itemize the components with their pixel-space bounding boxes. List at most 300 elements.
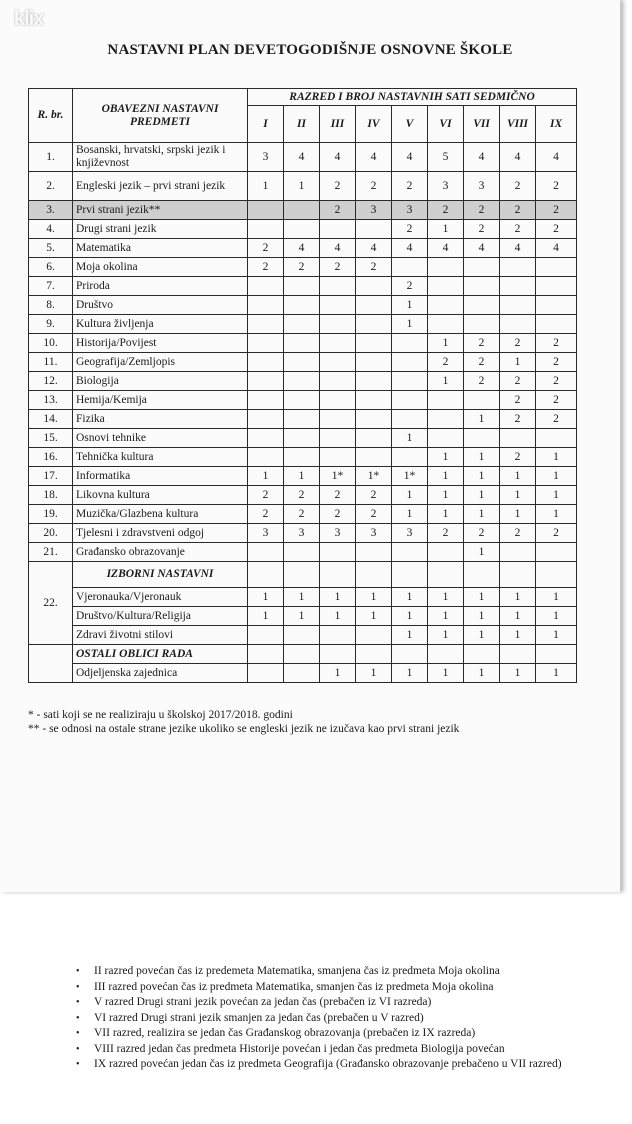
subject-row — [29, 334, 577, 353]
hours-cell — [392, 391, 428, 410]
row-number: 14. — [29, 410, 73, 429]
header-rb: R. br. — [29, 89, 73, 143]
hours-cell — [284, 296, 320, 315]
curriculum-table — [28, 88, 577, 683]
hours-cell — [284, 220, 320, 239]
hours-cell — [248, 315, 284, 334]
hours-cell: 2 — [500, 220, 536, 239]
hours-cell: 2 — [284, 486, 320, 505]
grade-header: VII — [464, 106, 500, 143]
grade-header: I — [248, 106, 284, 143]
hours-cell — [392, 334, 428, 353]
hours-cell — [356, 220, 392, 239]
change-item — [76, 1057, 586, 1073]
row-number: 5. — [29, 239, 73, 258]
hours-cell — [248, 664, 284, 683]
row-number: 2. — [29, 172, 73, 201]
hours-cell: 2 — [320, 201, 356, 220]
hours-cell — [248, 334, 284, 353]
subject-name: Društvo — [73, 296, 248, 315]
hours-cell: 2 — [464, 372, 500, 391]
hours-cell — [248, 277, 284, 296]
hours-cell: 2 — [536, 372, 577, 391]
hours-cell: 4 — [320, 239, 356, 258]
other-activity-row — [29, 664, 577, 683]
hours-cell — [320, 626, 356, 645]
subject-row — [29, 467, 577, 486]
hours-cell: 1 — [284, 588, 320, 607]
hours-cell: 1 — [464, 626, 500, 645]
hours-cell: 3 — [284, 524, 320, 543]
subject-name: Kultura življenja — [73, 315, 248, 334]
hours-cell: 4 — [464, 143, 500, 172]
hours-cell: 2 — [320, 505, 356, 524]
hours-cell: 3 — [356, 524, 392, 543]
empty-cell — [428, 645, 464, 664]
hours-cell: 1 — [428, 448, 464, 467]
hours-cell — [320, 372, 356, 391]
hours-cell: 1 — [500, 467, 536, 486]
hours-cell — [320, 277, 356, 296]
hours-cell — [248, 448, 284, 467]
empty-cell — [29, 645, 73, 683]
hours-cell: 1* — [356, 467, 392, 486]
hours-cell — [284, 410, 320, 429]
hours-cell — [464, 429, 500, 448]
subject-row — [29, 201, 577, 220]
hours-cell — [392, 410, 428, 429]
hours-cell: 2 — [464, 524, 500, 543]
empty-cell — [320, 562, 356, 588]
hours-cell: 1 — [536, 607, 577, 626]
klix-logo: klix — [14, 8, 44, 30]
subject-name: Hemija/Kemija — [73, 391, 248, 410]
hours-cell: 1 — [392, 626, 428, 645]
change-text: VI razred Drugi strani jezik smanjen za jedan čas (prebačen u V razred) — [94, 1011, 424, 1024]
hours-cell — [500, 315, 536, 334]
grade-header: IX — [536, 106, 577, 143]
hours-cell: 4 — [284, 143, 320, 172]
hours-cell — [356, 277, 392, 296]
bullet-icon: • — [76, 1028, 80, 1039]
hours-cell — [536, 543, 577, 562]
hours-cell — [428, 410, 464, 429]
subject-row — [29, 143, 577, 172]
subject-name: Osnovi tehnike — [73, 429, 248, 448]
hours-cell: 1 — [284, 467, 320, 486]
hours-cell — [500, 429, 536, 448]
hours-cell: 1 — [500, 588, 536, 607]
hours-cell — [248, 410, 284, 429]
hours-cell: 2 — [536, 334, 577, 353]
row-number: 21. — [29, 543, 73, 562]
subject-name: Vjeronauka/Vjeronauk — [73, 588, 248, 607]
hours-cell: 1 — [356, 607, 392, 626]
hours-cell: 2 — [464, 353, 500, 372]
hours-cell — [284, 372, 320, 391]
empty-cell — [392, 645, 428, 664]
hours-cell — [320, 296, 356, 315]
hours-cell: 2 — [500, 372, 536, 391]
hours-cell — [248, 201, 284, 220]
subject-name: Drugi strani jezik — [73, 220, 248, 239]
subject-row — [29, 239, 577, 258]
hours-cell — [464, 277, 500, 296]
empty-cell — [464, 562, 500, 588]
header-subjects: OBAVEZNI NASTAVNI PREDMETI — [73, 89, 248, 143]
hours-cell: 1* — [392, 467, 428, 486]
empty-cell — [320, 645, 356, 664]
bullet-icon: • — [76, 997, 80, 1008]
hours-cell — [536, 315, 577, 334]
hours-cell: 2 — [428, 524, 464, 543]
hours-cell — [392, 353, 428, 372]
hours-cell: 2 — [500, 391, 536, 410]
hours-cell: 2 — [248, 258, 284, 277]
empty-cell — [356, 645, 392, 664]
row-number: 6. — [29, 258, 73, 277]
bullet-icon: • — [76, 981, 80, 993]
grade-header: II — [284, 106, 320, 143]
changes-list — [76, 964, 586, 1073]
hours-cell: 4 — [500, 239, 536, 258]
document-title: NASTAVNI PLAN DEVETOGODIŠNJE OSNOVNE ŠKOLE — [107, 42, 513, 58]
hours-cell — [284, 448, 320, 467]
hours-cell: 3 — [320, 524, 356, 543]
subject-row — [29, 172, 577, 201]
grade-header: IV — [356, 106, 392, 143]
hours-cell: 2 — [248, 505, 284, 524]
hours-cell — [284, 626, 320, 645]
empty-cell — [500, 645, 536, 664]
hours-cell: 2 — [500, 201, 536, 220]
hours-cell — [500, 258, 536, 277]
hours-cell: 1 — [392, 429, 428, 448]
elective-row — [29, 626, 577, 645]
hours-cell: 1 — [428, 588, 464, 607]
hours-cell: 1 — [500, 664, 536, 683]
hours-cell — [284, 664, 320, 683]
hours-cell — [248, 429, 284, 448]
hours-cell: 3 — [392, 201, 428, 220]
row-number: 15. — [29, 429, 73, 448]
hours-cell: 1 — [392, 664, 428, 683]
hours-cell: 1 — [428, 372, 464, 391]
empty-cell — [536, 562, 577, 588]
hours-cell: 1 — [428, 220, 464, 239]
row-number: 8. — [29, 296, 73, 315]
hours-cell: 2 — [356, 172, 392, 201]
hours-cell: 1 — [392, 315, 428, 334]
subject-row — [29, 410, 577, 429]
subject-name: Biologija — [73, 372, 248, 391]
hours-cell: 1 — [320, 607, 356, 626]
hours-cell: 1 — [248, 467, 284, 486]
hours-cell: 1 — [428, 664, 464, 683]
hours-cell: 2 — [248, 486, 284, 505]
elective-row — [29, 607, 577, 626]
hours-cell: 2 — [536, 524, 577, 543]
hours-cell — [320, 391, 356, 410]
row-number: 1. — [29, 143, 73, 172]
change-item — [76, 1042, 586, 1058]
hours-cell: 2 — [284, 505, 320, 524]
subject-row — [29, 486, 577, 505]
hours-cell: 4 — [392, 239, 428, 258]
change-text: V razred Drugi strani jezik povećan za jedan čas (prebačen iz VI razreda) — [94, 996, 432, 1008]
hours-cell: 1 — [464, 543, 500, 562]
subject-row — [29, 524, 577, 543]
hours-cell — [536, 296, 577, 315]
hours-cell: 3 — [248, 524, 284, 543]
hours-cell: 1 — [392, 607, 428, 626]
hours-cell — [320, 334, 356, 353]
hours-cell — [428, 391, 464, 410]
hours-cell — [320, 448, 356, 467]
hours-cell: 1 — [464, 486, 500, 505]
hours-cell: 1 — [428, 626, 464, 645]
hours-cell: 1 — [536, 626, 577, 645]
hours-cell: 2 — [464, 334, 500, 353]
hours-cell: 4 — [536, 239, 577, 258]
hours-cell — [356, 353, 392, 372]
hours-cell — [320, 429, 356, 448]
subject-name: Priroda — [73, 277, 248, 296]
hours-cell — [464, 391, 500, 410]
row-number: 4. — [29, 220, 73, 239]
empty-cell — [392, 562, 428, 588]
bullet-icon: • — [76, 1059, 80, 1070]
change-item — [76, 995, 586, 1011]
bullet-icon: • — [76, 1012, 80, 1024]
hours-cell — [356, 296, 392, 315]
subject-name: Geografija/Zemljopis — [73, 353, 248, 372]
hours-cell: 2 — [428, 353, 464, 372]
hours-cell: 1 — [536, 467, 577, 486]
hours-cell: 1 — [464, 505, 500, 524]
hours-cell: 1 — [500, 486, 536, 505]
subject-name: Engleski jezik – prvi strani jezik — [73, 172, 248, 201]
hours-cell: 2 — [356, 505, 392, 524]
hours-cell: 3 — [464, 172, 500, 201]
change-text: III razred povećan čas iz predmeta Matematika, smanjen čas iz predmeta Moja okolina — [94, 980, 494, 993]
hours-cell — [536, 277, 577, 296]
change-text: VII razred, realizira se jedan čas Građanskog obrazovanja (prebačen iz IX razreda) — [94, 1027, 476, 1039]
hours-cell: 4 — [284, 239, 320, 258]
hours-cell — [320, 410, 356, 429]
hours-cell: 2 — [392, 172, 428, 201]
bullet-icon: • — [76, 1043, 80, 1055]
hours-cell — [356, 410, 392, 429]
subject-row — [29, 448, 577, 467]
hours-cell — [248, 543, 284, 562]
hours-cell: 2 — [284, 258, 320, 277]
hours-cell: 1 — [536, 505, 577, 524]
hours-cell: 1 — [320, 588, 356, 607]
hours-cell: 2 — [500, 448, 536, 467]
hours-cell: 4 — [428, 239, 464, 258]
hours-cell: 2 — [536, 391, 577, 410]
hours-cell — [320, 353, 356, 372]
hours-cell: 1 — [320, 664, 356, 683]
empty-cell — [284, 645, 320, 664]
hours-cell — [536, 429, 577, 448]
subject-name: Historija/Povijest — [73, 334, 248, 353]
empty-cell — [356, 562, 392, 588]
hours-cell — [500, 543, 536, 562]
hours-cell: 3 — [248, 143, 284, 172]
hours-cell: 1 — [536, 486, 577, 505]
subject-name: Moja okolina — [73, 258, 248, 277]
row-number: 18. — [29, 486, 73, 505]
hours-cell — [392, 372, 428, 391]
hours-cell: 1 — [428, 467, 464, 486]
hours-cell: 2 — [356, 258, 392, 277]
hours-cell — [248, 353, 284, 372]
footnote-double-asterisk: ** - se odnosi na ostale strane jezike ukoliko se engleski jezik ne izučava kao prvi strani jezik — [28, 723, 460, 735]
hours-cell: 3 — [356, 201, 392, 220]
hours-cell: 2 — [500, 410, 536, 429]
hours-cell — [320, 543, 356, 562]
change-item — [76, 1011, 586, 1027]
grade-header: III — [320, 106, 356, 143]
hours-cell — [356, 315, 392, 334]
hours-cell — [284, 201, 320, 220]
subject-row — [29, 258, 577, 277]
hours-cell — [464, 258, 500, 277]
hours-cell — [392, 448, 428, 467]
subject-name: Tjelesni i zdravstveni odgoj — [73, 524, 248, 543]
hours-cell: 1 — [428, 607, 464, 626]
hours-cell: 1 — [536, 448, 577, 467]
empty-cell — [284, 562, 320, 588]
hours-cell — [428, 429, 464, 448]
hours-cell — [464, 315, 500, 334]
hours-cell — [248, 372, 284, 391]
hours-cell: 2 — [320, 172, 356, 201]
row-number: 9. — [29, 315, 73, 334]
subject-name: Društvo/Kultura/Religija — [73, 607, 248, 626]
hours-cell — [356, 391, 392, 410]
row-number: 17. — [29, 467, 73, 486]
hours-cell: 2 — [464, 220, 500, 239]
subject-name: Muzička/Glazbena kultura — [73, 505, 248, 524]
hours-cell: 2 — [536, 220, 577, 239]
row-number: 20. — [29, 524, 73, 543]
empty-cell — [464, 645, 500, 664]
hours-cell: 1 — [392, 588, 428, 607]
section-heading-izborni: IZBORNI NASTAVNI — [73, 562, 248, 588]
hours-cell — [356, 626, 392, 645]
change-item — [76, 980, 586, 996]
hours-cell — [284, 543, 320, 562]
row-number: 11. — [29, 353, 73, 372]
row-number: 3. — [29, 201, 73, 220]
hours-cell — [284, 391, 320, 410]
row-number: 7. — [29, 277, 73, 296]
hours-cell — [536, 258, 577, 277]
hours-cell: 1 — [428, 334, 464, 353]
hours-cell: 5 — [428, 143, 464, 172]
footnotes — [28, 708, 608, 736]
elective-row — [29, 588, 577, 607]
hours-cell: 1 — [428, 486, 464, 505]
hours-cell: 1 — [248, 172, 284, 201]
hours-cell — [356, 429, 392, 448]
subject-name: Zdravi životni stilovi — [73, 626, 248, 645]
change-text: VIII razred jedan čas predmeta Historije povećan i jedan čas predmeta Biologija povećan — [94, 1042, 505, 1055]
row-number: 12. — [29, 372, 73, 391]
hours-cell: 1 — [500, 353, 536, 372]
hours-cell: 2 — [392, 277, 428, 296]
empty-cell — [248, 645, 284, 664]
change-text: IX razred povećan jedan čas iz predmeta Geografija (Građansko obrazovanje prebačeno u VII razred) — [94, 1058, 562, 1070]
change-item — [76, 1026, 586, 1042]
hours-cell — [428, 315, 464, 334]
hours-cell: 1 — [536, 588, 577, 607]
hours-cell — [392, 543, 428, 562]
subject-name: Likovna kultura — [73, 486, 248, 505]
empty-cell — [248, 562, 284, 588]
subject-name: Tehnička kultura — [73, 448, 248, 467]
hours-cell: 1 — [284, 172, 320, 201]
hours-cell: 2 — [500, 524, 536, 543]
hours-cell: 2 — [356, 486, 392, 505]
row-number: 22. — [29, 562, 73, 645]
hours-cell — [428, 543, 464, 562]
hours-cell: 1 — [392, 486, 428, 505]
subject-name: Prvi strani jezik** — [73, 201, 248, 220]
footnote-asterisk: * - sati koji se ne realiziraju u školskoj 2017/2018. godini — [28, 709, 293, 721]
hours-cell: 1 — [392, 296, 428, 315]
bullet-icon: • — [76, 966, 80, 977]
subject-row — [29, 220, 577, 239]
hours-cell: 2 — [500, 172, 536, 201]
header-grade-group: RAZRED I BROJ NASTAVNIH SATI SEDMIČNO — [248, 89, 577, 106]
hours-cell: 1 — [464, 664, 500, 683]
subject-name: Građansko obrazovanje — [73, 543, 248, 562]
hours-cell — [356, 543, 392, 562]
subject-row — [29, 296, 577, 315]
subject-row — [29, 391, 577, 410]
hours-cell — [284, 315, 320, 334]
row-number: 13. — [29, 391, 73, 410]
subject-name: Odjeljenska zajednica — [73, 664, 248, 683]
hours-cell — [464, 296, 500, 315]
subject-row — [29, 543, 577, 562]
hours-cell: 1 — [356, 664, 392, 683]
hours-cell — [248, 296, 284, 315]
hours-cell: 2 — [536, 172, 577, 201]
hours-cell — [500, 277, 536, 296]
hours-cell: 4 — [392, 143, 428, 172]
hours-cell: 1 — [464, 410, 500, 429]
hours-cell: 3 — [428, 172, 464, 201]
subject-row — [29, 505, 577, 524]
hours-cell: 1 — [356, 588, 392, 607]
subject-row — [29, 429, 577, 448]
subject-row — [29, 315, 577, 334]
subject-row — [29, 372, 577, 391]
hours-cell — [428, 258, 464, 277]
hours-cell — [248, 391, 284, 410]
hours-cell: 4 — [320, 143, 356, 172]
hours-cell: 4 — [500, 143, 536, 172]
hours-cell — [356, 334, 392, 353]
hours-cell: 1 — [500, 607, 536, 626]
row-number: 19. — [29, 505, 73, 524]
hours-cell — [284, 277, 320, 296]
